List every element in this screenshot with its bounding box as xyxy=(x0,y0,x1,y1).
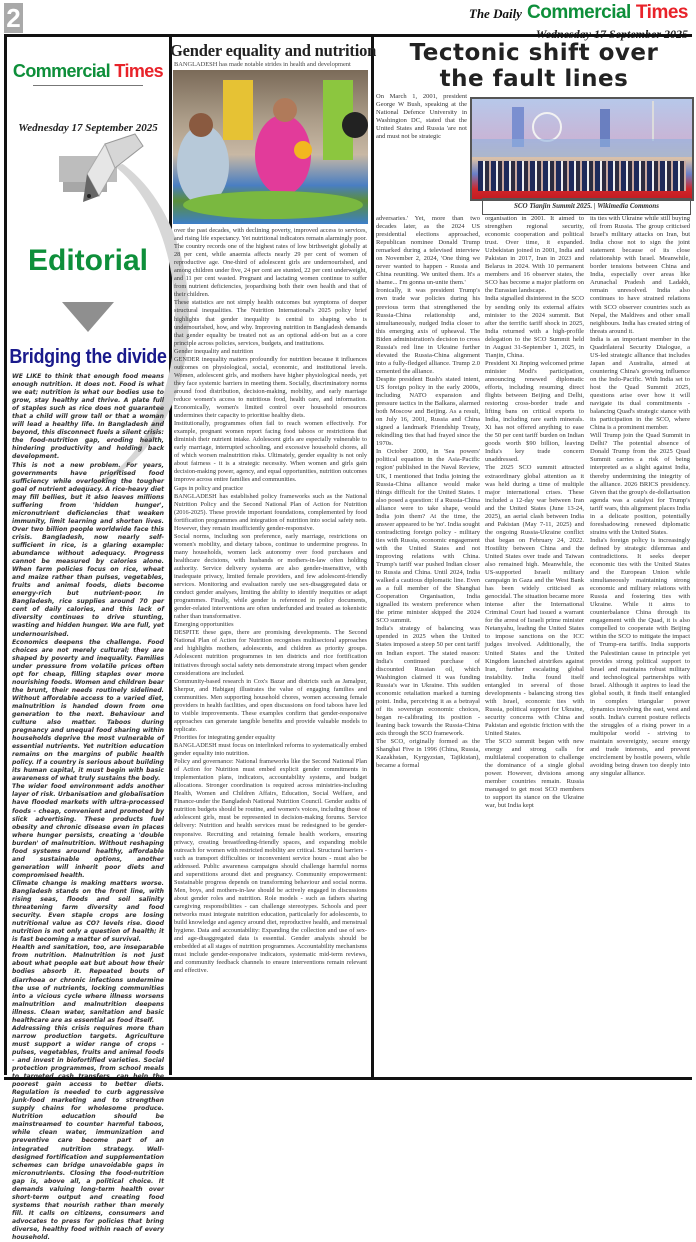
masthead-date: Wednesday 17 September 2025 xyxy=(535,27,688,41)
article-subheading: Priorities for integrating gender equality xyxy=(174,733,276,741)
article-subheading: Gender inequality and nutrition xyxy=(174,347,254,355)
article-paragraph: The SCO summit began with new energy and strong calls for multilateral cooperation to challenge the dominance of a single global power. However, divisions among member countries remain. Russia managed to get most SCO members to support its stance on the Ukraine war, but India kept xyxy=(485,738,584,810)
editorial-paragraph: Climate change is making matters worse. Bangladesh stands on the front line, with rising seas, floods and soil salinity threatening farm diversity and food security. Even staple crops are losing nutritional value as CO? levels rise. Good nutrition is not only a question of health; it is fast becoming a matter of survival. xyxy=(12,879,164,944)
article-subheading: Gaps in policy and practice xyxy=(174,484,243,492)
down-arrow-icon xyxy=(62,302,114,332)
article-paragraph: The SCO, originally formed as the Shanghai Five in 1996 (China, Russia, Kazakhstan, Kyrgyzstan, Tajikistan), became a formal xyxy=(376,738,480,770)
editorial-paragraph: Addressing this crisis requires more than narrow production targets. Agriculture must support a wider range of crops - pulses, vegetables, fruits and animal foods - and invest in biofortified varieties. Social protection programmes, from school meals to targeted cash transfers, can help the poorest gain access to better diets. Regulation is needed to curb aggressive junk-food marketing and to strengthen supply chains for wholesome produce. Nutrition education should be mainstreamed to counter harmful taboos, while clean water, immunization and preventive care become part of an integrated nutrition strategy. Well-designed fortification and supplementation schemes can bridge unavoidable gaps in micronutrients. Closing the food-nutrition gap is, above all, a political choice. It demands valuing long-term health over short-term output and creating food systems that nourish rather than merely fill. It calls on citizens, consumers and advocates to press for policies that bring diverse, healthy food within reach of every household. xyxy=(12,1024,164,1242)
article-paragraph: its ties with Ukraine while still buying oil from Russia. The group criticised Israel's military attacks on Iran, but India chose not to sign the joint statement because of its close relationship with Israel. Meanwhile, border tensions between China and India, especially over areas like Arunachal Pradesh and Ladakh, remain unresolved. India also continues to have strained relations with SCO observer countries such as Nepal, the Maldives and other small neighbours. India has created string of threats around it. xyxy=(590,215,690,335)
article-intro xyxy=(376,93,467,141)
article-paragraph: India signalled disinterest in the SCO by sending only its external affairs minister to the 2024 summit. But after the terrific tariff shock in 2025, India returned with a high-profile delegation to the SCO Summit held in August 31-September 1, 2025, in Tianjin, China. xyxy=(485,295,584,359)
masthead-brand-green: Commercial xyxy=(527,2,631,23)
article-paragraph: adversaries.' Yet, more than two decades later, as the 2024 US presidential elections approached, Republican nominee Donald Trump remarked during a televised interview on November 2, 2024, 'One thing we never wanted to happen - Russia and China reuniting. We united them. It's a shame... I'm gonna un-unite them.' xyxy=(376,215,480,287)
article-paragraph: GENDER inequality matters profoundly for nutrition because it influences outcomes on physiological, social, economic, and institutional levels. Women, adolescent girls, and mothers have higher physiological needs, yet they face systemic barriers in meeting them. Socially, discriminatory norms around food distribution, decision-making, mobility, and early marriage reduce women's access to nutritious food, health care, and information. Economically, women's limited control over household resources undermines their capacity to prioritise healthy diets. xyxy=(174,355,367,420)
sco-summit-photo xyxy=(470,97,694,201)
editorial-paragraph: Health and sanitation, too, are inseparable from nutrition. Malnutrition is not just about what people eat but about how their bodies absorb it. Repeated bouts of diarrhoea or chronic infections undermine the use of nutrients, locking communities into a vicious cycle where illness worsens malnutrition and malnutrition deepens illness. Clean water, sanitation and basic healthcare are as essential as food itself. xyxy=(12,944,164,1024)
market-photo xyxy=(173,70,368,224)
article-subtitle: BANGLADESH has made notable strides in health and development xyxy=(174,61,351,68)
editorial-brand-green: Commercial xyxy=(12,61,110,81)
article-paragraph: over the past decades, with declining poverty, improved access to services, and rising life expectancy. Yet nutritional indicators remain alarmingly poor. The country records one of the highest rates of low birthweight globally at 28 per cent, while anaemia affects nearly 29 per cent of women of reproductive age. One-third of adolescent girls are undernourished, and among children under five, 24 per cent are stunted, 22 per cent underweight, and 11 per cent wasted. Pregnant and lactating women continue to suffer from nutrient deficiencies, jeopardising both their own health and that of their children. xyxy=(174,227,367,299)
article-title: Gender equality and nutrition xyxy=(170,41,377,60)
article-paragraph: Will Trump join the Quad Summit in Delhi? The potential absence of Donald Trump from the 2025 Quad Summit carries a risk of being interpreted as a slight against India, thereby undermining the integrity of the alliance. 2026 BRICS presidency. Given that the group's de-dollarisation agenda was a catalyst for Trump's tariff wars, this alignment places India in a delicate position, potentially foreshadowing renewed diplomatic strains with the United States. xyxy=(590,432,690,536)
editorial-section-title: Editorial xyxy=(27,244,148,277)
article-paragraph: These statistics are not simply health outcomes but symptoms of deeper structural inequalities. The Nutrition International's 2025 policy brief highlights that gender inequality is central to shaping who is undernourished, how, and why. Improving nutrition in Bangladesh demands that gender equality be treated not as an optional add-on but as a core principle across policies, services, budgets, and institutions. xyxy=(174,299,367,347)
article-subheading: Emerging opportunities xyxy=(174,621,234,629)
editorial-brand xyxy=(7,61,169,82)
article-paragraph: DESPITE these gaps, there are promising developments. The Second National Plan of Action for Nutrition recognises multisectoral approaches and highlights mothers, adolescents, and children as priority groups. Adolescent nutrition programmes in ten districts and rice fortification initiatives through social safety nets demonstrate strong impact when gender considerations are included. xyxy=(174,629,367,677)
article-title xyxy=(376,40,692,92)
brand-underline xyxy=(33,85,143,86)
article-paragraph: BANGLADESH has established policy frameworks such as the National Nutrition Policy and the Second National Plan of Action for Nutrition (2016-2025). These provide important foundations, complemented by food fortification programmes and integration of nutrition into social safety nets. However, they remain insufficiently gender-responsive. xyxy=(174,492,367,532)
tectonic-shift-article xyxy=(376,37,692,1077)
intro-paragraph: On March 1, 2001, president George W Bush, speaking at the National Defence University in Washington DC, stated that the United States and Russia 'are not and must not be strategic xyxy=(376,93,467,141)
bottom-rule xyxy=(4,1077,692,1080)
photo-caption: SCO Tianjin Summit 2025. | Wikimedia Commons xyxy=(482,198,691,215)
editorial-date: Wednesday 17 September 2025 xyxy=(18,122,158,134)
editorial-section xyxy=(4,35,172,1242)
editorial-paragraph: WE LIKE to think that enough food means enough nutrition. It does not. Food is what we eat; nutrition is what our bodies use to grow, stay healthy and thrive. A plate full of staples such as rice does not guarantee that a child will grow tall or that a woman will lead a healthy life. In Bangladesh and beyond, this disconnect fuels a silent crisis: the food-nutrition gap, eroding health, hindering productivity and holding back development. xyxy=(12,373,164,461)
article-paragraph: India's strategy of balancing was upended in 2025 when the United States imposed a steep 50 per cent tariff on Indian export. The stated reason: India's continued purchase of discounted Russian oil, which Washington claimed it was funding Russia's war in Ukraine. This sudden economic retaliation marked a turning point. India, perceiving it as a betrayal of its sovereign economic choices, began re-calibrating its position - leaning back towards the Russia-China axis through the SCO framework. xyxy=(376,625,480,737)
article-paragraph: Institutionally, programmes often fail to reach women effectively. For example, pregnant women report facing food taboos or restrictions that diminish their nutrient intake. Adolescent girls are especially vulnerable to early marriage, interrupted schooling, and excessive household chores, all of which worsen malnutrition risks. Ultimately, gender equality is not only about fairness - it is a strategic necessity. When women and girls gain decision-making power, agency, and equal opportunities, nutrition outcomes improve across entire families and communities. xyxy=(174,420,367,484)
pen-icon xyxy=(7,134,169,244)
article-paragraph: Despite president Bush's stated intent, US foreign policy in the early 2000s, including NATO expansion and pressure tactics in the Balkans, alarmed both Moscow and Beijing. As a result, on July 16, 2001, Russia and China signed a landmark Friendship Treaty, rekindling ties that had frayed since the 1970s. xyxy=(376,375,480,448)
page-number: 2 xyxy=(4,3,23,33)
article-paragraph: Policy and governance: National frameworks like the Second National Plan of Action for Nutrition must embed explicit gender commitments in implementation plans, indicators, accountability systems, and budget allocations. Stronger coordination is required across ministries-including Health, Women and Children Affairs, Education, Social Welfare, and Finance-under the Bangladesh National Nutrition Council. Gender audits of nutrition budgets should be routine, and women's voices, including those of adolescent girls, must be represented in decision-making forums. Service delivery: Nutrition and health services must be redesigned to be gender-responsive. Recruiting and retaining female health workers, ensuring privacy, creating breastfeeding-friendly spaces, and expanding mobile outreach for women with restricted mobility are critical. Structural barriers - such as transport difficulties or inconvenient service hours - must also be addressed. Public awareness campaigns should challenge harmful norms and superstitions around diet and pregnancy. Community empowerment: Sustainable progress depends on transforming behaviour and social norms. Men, boys, and mothers-in-law should be actively engaged in discussions about gender roles and nutrition. Role models - such as fathers sharing caregiving responsibilities - can challenge stereotypes. Schools and peer networks must integrate nutrition education, particularly for adolescents, to build knowledge and agency around diet, reproductive health, and menstrual hygiene. Data and accountability: Expanding the collection and use of sex- and age-disaggregated data is essential. Gender analysis should be embedded at all stages of nutrition programmes. Accountability mechanisms must include gender-responsive indicators, systematic mid-term reviews, and community feedback channels to ensure interventions remain relevant and effective. xyxy=(174,758,367,975)
article-column-3 xyxy=(590,215,690,778)
article-paragraph: Community-based research in Cox's Bazar and districts such as Jamalpur, Sherpur, and Habiganj illustrates the value of engaging families and communities. Men supporting household chores, women accessing female providers in health facilities, and open discussions on food taboos have led to visible improvements. These examples confirm that gender-responsive approaches can generate tangible benefits and provide valuable models to replicate. xyxy=(174,677,367,733)
article-paragraph: organisation in 2001. It aimed to strengthen regional security, economic cooperation and political trust. Over time, it expanded. Uzbekistan joined in 2001, India and Pakistan in 2017, Iran in 2023 and Belarus in 2024. With 10 permanent members and 16 observer states, the SCO has become a major platform on the Eurasian landscape. xyxy=(485,215,584,295)
editorial-brand-red: Times xyxy=(114,61,164,81)
article-paragraph: President Xi Jinping welcomed prime minister Modi's participation, announcing renewed diplomatic efforts, including resuming direct flights between Beijing and Delhi, restoring cross-border trade and lifting bans on critical exports to India, including rare earth minerals. Xi has not offered anything to ease the 50 per cent tariff burden on Indian goods worth $90 billion, leaving India's key trade concern unaddressed. xyxy=(485,359,584,464)
masthead-brand-red: Times xyxy=(635,2,688,23)
article-paragraph: In October 2000, in 'Sea powers' political equation in the Asia-Pacific region' published in the Naval Review, UK, I mentioned that India joining the Russia-China alliance would make things difficult for the United States. I also posed a question: if a Russia-China alliance were to take shape, would India join them? At the time, the answer appeared to be 'no'. India sought contradicting foreign policy - military ties with Russia, economic engagement with the United States and not improving relations with China. Trump's tariff war pushed Indian closer to Russia and China. Until 2024, India walked a cautious diplomatic line. Even as a full member of the Shanghai Cooperation Organisation, India signalled its western preference when the prime minister skipped the 2024 SCO summit. xyxy=(376,448,480,625)
article-paragraph: Social norms, including son preference, early marriage, restrictions on women's mobility, and dietary taboos, continue to undermine progress. In many households, women lack autonomy over food purchases and healthcare decisions, with husbands or mothers-in-law often holding authority. Service delivery systems are also gender-insensitive, with inadequate privacy, limited female providers, and few adolescent-friendly services. Monitoring and evaluation rarely use sex-disaggregated data or conduct gender analyses, limiting the ability to identify inequities or adapt programmes. Finally, while gender is referenced in policy documents, gender-related interventions are often underfunded and treated as tokenistic rather than transformative. xyxy=(174,532,367,621)
title-line-1: Tectonic shift over xyxy=(409,40,659,66)
article-paragraph: India is an important member in the Quadrilateral Security Dialogue, a US-led strategic alliance that includes Japan and Australia, aimed at countering China's growing influence on the Indo-Pacific. With India set to host the Quad Summit 2025, questions arise over how it will navigate its dual commitments - balancing Quad's strategic stance with its participation in the SCO, where China is a prominent member. xyxy=(590,335,690,432)
article-paragraph: Ironically, it was president Trump's own trade war policies during his previous term that strengthened the Russia-China relationship and, simultaneously, nudged India closer to this emerging axis of upheaval. The Biden administration's decision to cross Russia's red line in Ukraine further elevated the Russia-China alignment into a fully-fledged alliance. Trump 2.0 cemented the alliance. xyxy=(376,287,480,375)
article-paragraph: India's foreign policy is increasingly defined by strategic dilemmas and contradictions. It seeks deeper economic ties with the United States and the European Union while simultaneously maintaining strong economic and military relations with Russia and fostering ties with Ukraine. While it aims to counterbalance China through its engagement with the Quad, it is also compelled to cooperate with Beijing within the SCO to mitigate the impact of Trump-era tariffs. India supports the Palestinian cause in principle yet provides strong political support to Israel and maintains robust military and technological partnerships with Israel. Although it aspires to lead the global south, it finds itself entangled in complex triangular power dynamics involving the east, west and south. India's current posture reflects the struggles of a rising power in a multipolar world - striving to maintain sovereignty, secure energy and trade interests, and prevent encirclement by hostile powers, while avoiding being drawn too deeply into any singular alliance. xyxy=(590,536,690,778)
title-line-2: the fault lines xyxy=(439,66,629,92)
masthead-prefix: The Daily xyxy=(468,6,522,21)
editorial-headline: Bridging the divide xyxy=(9,344,167,368)
editorial-paragraph: This is not a new problem. For years, governments have prioritised food sufficiency while overlooking the tougher goal of nutrient adequacy. A rice-heavy diet may fill bellies, but it also leaves millions suffering from 'hidden hunger', micronutrient deficiencies that weaken immunity, limit learning and shorten lives. Over two billion people worldwide face this crisis. Bangladesh, now nearly self-sufficient in rice, is a glaring example: abundance without adequacy. Progress cannot be measured by calories alone. When farm policies focus on rice, wheat and maize rather than pulses, vegetables, fruits and animal foods, diets become energy-rich but nutrient-poor. In Bangladesh, rice supplies around 70 per cent of daily calories, and this lack of diversity continues to drive stunting, wasting and hidden hunger. We are full, yet undernourished. xyxy=(12,461,164,638)
article-column-1 xyxy=(376,215,480,770)
editorial-body xyxy=(7,367,169,1242)
gender-nutrition-article xyxy=(170,37,377,1077)
article-column-2 xyxy=(485,215,584,810)
article-body xyxy=(170,224,371,975)
article-paragraph: BANGLADESH must focus on interlinked reforms to systematically embed gender equality into nutrition. xyxy=(174,742,367,758)
article-paragraph: The 2025 SCO summit attracted extraordinary global attention as it was held during a time of multiple major international crises. These included a 12-day war between Iran and the United States (June 13-24, 2025), an aerial clash between India and Pakistan (May 7-11, 2025) and the ongoing Russia-Ukraine conflict that began on February 24, 2022. Hostility between China and the United States over trade and Taiwan also remained high. Meanwhile, the US-supported Israeli military campaign in Gaza and the West Bank has been widely criticised as genocidal. The situation became more intense after the International Criminal Court had issued a warrant for the arrest of Israeli prime minister Netanyahu, leading the United States to impose sanctions on the ICC judges involved. Additionally, the United States and the United Kingdom launched airstrikes against Iran, further escalating global instability. India found itself entangled in several of those developments - balancing strong ties with Israel, economic ties with Russia, political support for Ukraine, security concerns with China and Pakistan and egoistic friction with the United States. xyxy=(485,464,584,737)
editorial-paragraph: Economics deepens the challenge. Food choices are not merely cultural; they are shaped by poverty and inequality. Families under pressure from volatile prices often opt for cheap, filling staples over more nourishing foods. Women and children bear the brunt, their needs routinely sidelined. Without affordable access to a varied diet, malnutrition is handed down from one generation to the next. Behaviour and culture also matter. Taboos during pregnancy and unequal food sharing within households deprive the most vulnerable of essential nutrients. Yet nutrition education remains on the margins of public health policy. If a country is serious about building its human capital, it must begin with basic awareness of what truly sustains the body. xyxy=(12,638,164,783)
delegates-row xyxy=(478,161,686,191)
editorial-paragraph: The wider food environment adds another layer of risk. Urbanisation and globalisation have flooded markets with ultra-processed foods - cheap, convenient and promoted by slick advertising. These products fuel obesity and chronic disease even in places where hunger persists, creating a 'double burden' of malnutrition. Without reshaping food systems around healthy, affordable and sustainable options, another generation will inherit poor diets and compromised health. xyxy=(12,783,164,879)
